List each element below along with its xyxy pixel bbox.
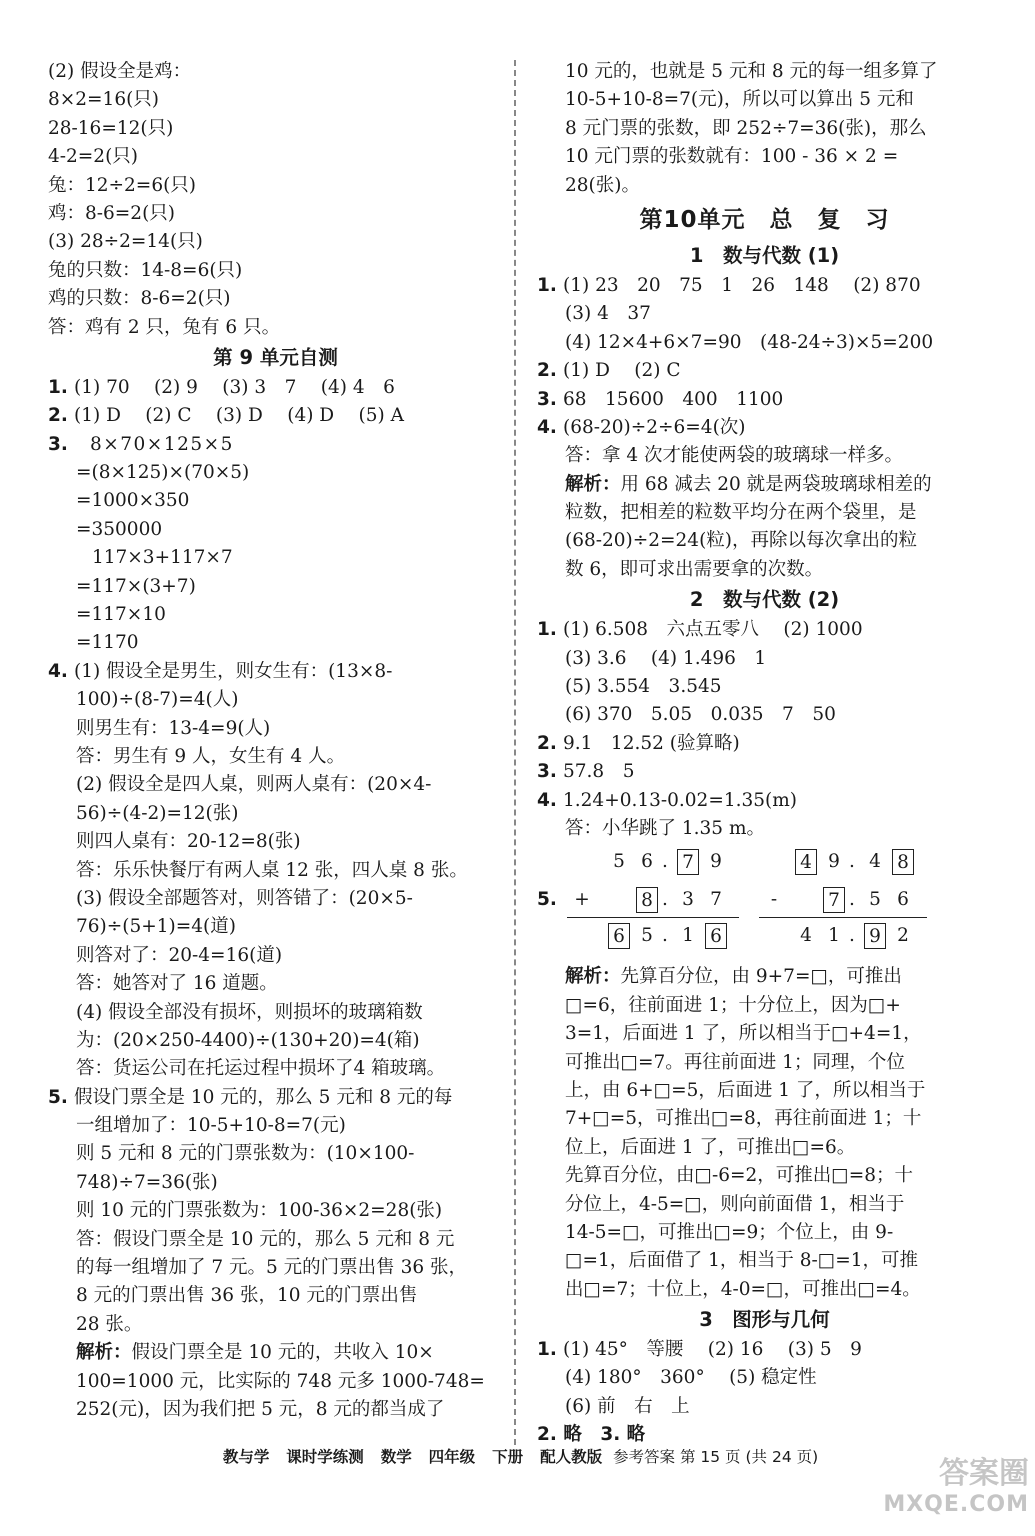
answer-line: 则 10 元的门票张数为：100-36×2=28(张) <box>76 1200 443 1222</box>
question-1 <box>537 1336 992 1364</box>
answer-text: (1) D (2) C <box>563 360 681 382</box>
answer-line: =117×10 <box>76 604 166 626</box>
filled-box: 7 <box>677 849 699 875</box>
text-line: 10 元的，也就是 5 元和 8 元的每一组多算了 <box>565 61 938 82</box>
text-line: 兔：12÷2=6(只) <box>48 174 197 196</box>
section-heading: 第 9 单元自测 <box>213 345 338 369</box>
section-heading: 2 数与代数 (2) <box>689 588 840 612</box>
question-number: 2. <box>48 405 68 427</box>
digit: 9 <box>828 851 840 873</box>
answer-line: 为：(20×250-4400)÷(130+20)=4(箱) <box>76 1029 420 1051</box>
page-number: 第 15 页 (共 24 页) <box>679 1448 819 1466</box>
analysis-line <box>537 963 992 991</box>
answer-line: (2) 假设全是四人桌，则两人桌有：(20×4- <box>76 774 432 796</box>
digit: 7 <box>710 889 722 911</box>
question-4 <box>537 414 992 442</box>
answer-text: (68-20)÷2÷6=4(次) <box>563 416 746 438</box>
digit: 9 <box>710 851 722 873</box>
answer-line: (4) 假设全部没有损坏，则损坏的玻璃箱数 <box>76 1001 423 1023</box>
analysis-label: 解析： <box>565 966 621 988</box>
answer-line: 则男生有：13-4=9(人) <box>76 717 271 739</box>
minus-sign: - <box>770 889 778 911</box>
answer-line: 748)÷7=36(张) <box>76 1171 218 1193</box>
answer-line: 28 张。 <box>76 1313 143 1335</box>
answer-line: 答：货运公司在托运过程中损坏了4 箱玻璃。 <box>76 1058 446 1080</box>
footer-label: 参考答案 <box>613 1448 676 1466</box>
filled-box: 6 <box>608 923 630 949</box>
text-line: (2) 假设全是鸡： <box>48 61 192 82</box>
answer-line: (3) 3.6 (4) 1.496 1 <box>565 647 767 669</box>
text-line: 10 元门票的张数就有：100 - 36 × 2 = <box>565 146 899 168</box>
analysis-label: 解析： <box>565 473 621 495</box>
answer-text: 8×70×125×5 <box>90 433 234 455</box>
question-3 <box>537 386 992 414</box>
answer-text: 57.8 5 <box>563 761 635 783</box>
sum-line <box>567 917 739 918</box>
filled-box: 8 <box>636 887 658 913</box>
answer-text: (1) 45° 等腰 (2) 16 (3) 5 9 <box>563 1339 862 1361</box>
question-2 <box>48 402 503 430</box>
left-column <box>48 58 503 1424</box>
answer-line: 8 元的门票出售 36 张，10 元的门票出售 <box>76 1285 418 1307</box>
answer-text: 9.1 12.52 (验算略) <box>563 732 740 754</box>
analysis-line: 上，由 6+□=5，后面进 1 了，所以相当于 <box>565 1079 926 1101</box>
column-divider <box>514 60 516 1445</box>
text-line: 答：鸡有 2 只，兔有 6 只。 <box>48 316 281 338</box>
question-1 <box>537 272 992 300</box>
analysis-line: 3=1，后面进 1 了，所以相当于□+4=1， <box>565 1023 922 1045</box>
analysis-label: 解析： <box>76 1342 132 1364</box>
digit: 6 <box>641 851 653 873</box>
answer-text: (1) 假设全是男生，则女生有：(13×8- <box>74 660 393 682</box>
watermark-logo <box>859 1448 1029 1528</box>
analysis-text: 用 68 减去 20 就是两袋玻璃球相差的 <box>620 473 932 495</box>
digit: 5 <box>869 889 881 911</box>
digit: . <box>662 851 668 873</box>
question-number: 1. <box>48 376 68 398</box>
answer-text: 假设门票全是 10 元的，那么 5 元和 8 元的每 <box>74 1086 453 1108</box>
analysis-line: 出□=7；十位上，4-0=□，可推出□=4。 <box>565 1278 921 1300</box>
answer-line: 答：乐乐快餐厅有两人桌 12 张，四人桌 8 张。 <box>76 859 468 881</box>
answer-text: 68 15600 400 1100 <box>563 388 784 410</box>
footer-subject: 数学 <box>380 1448 412 1466</box>
filled-box: 4 <box>795 849 817 875</box>
text-line: 8×2=16(只) <box>48 89 160 111</box>
filled-box: 6 <box>705 923 727 949</box>
analysis-line: 数 6，即可求出需要拿的次数。 <box>565 558 824 580</box>
answer-text: (1) D (2) C (3) D (4) D (5) A <box>74 405 404 427</box>
footer-grade: 四年级 <box>428 1448 476 1466</box>
question-number: 1. <box>537 619 557 641</box>
question-2 <box>537 730 992 758</box>
digit: 1 <box>682 925 694 947</box>
analysis-line: □=1，后面借了 1，相当于 8-□=1，可推 <box>565 1250 919 1272</box>
analysis-line: 7+□=5，可推出□=8，再往前面进 1；十 <box>565 1108 922 1130</box>
question-2-3: 2. 略 3. 略 <box>537 1424 646 1446</box>
filled-box: 7 <box>823 887 845 913</box>
digit: 5 <box>641 925 653 947</box>
answer-line: =1000×350 <box>76 490 190 512</box>
analysis-line: 先算百分位，由□-6=2，可推出□=8；十 <box>565 1165 914 1187</box>
question-number: 3. <box>537 388 557 410</box>
text-line: 鸡：8-6=2(只) <box>48 202 175 224</box>
analysis-line: 分位上，4-5=□，则向前面借 1，相当于 <box>565 1193 905 1215</box>
analysis-line <box>537 471 992 499</box>
analysis-line: (68-20)÷2=24(粒)，再除以每次拿出的粒 <box>565 530 918 552</box>
analysis-text: 假设门票全是 10 元的，共收入 10× <box>131 1342 434 1364</box>
answer-line: (3) 4 37 <box>565 303 651 325</box>
analysis-line: 14-5=□，可推出□=9；个位上，由 9- <box>565 1221 894 1243</box>
section-heading: 1 数与代数 (1) <box>689 243 840 267</box>
question-number: 1. <box>537 1339 557 1361</box>
answer-line: =(8×125)×(70×5) <box>76 462 250 484</box>
unit-title: 第10单元 总 复 习 <box>639 206 890 233</box>
answer-text: (1) 6.508 六点五零八 (2) 1000 <box>563 619 863 641</box>
question-number: 3. <box>48 433 68 455</box>
digit: 1 <box>828 925 840 947</box>
answer-line: (4) 12×4+6×7=90 (48-24÷3)×5=200 <box>565 331 934 353</box>
text-line: (3) 28÷2=14(只) <box>48 231 203 253</box>
difference-line <box>759 917 927 918</box>
answer-line: 答：她答对了 16 道题。 <box>76 973 278 995</box>
footer-series: 课时学练测 <box>286 1448 364 1466</box>
question-number: 2. <box>537 360 557 382</box>
footer-term: 下册 <box>492 1448 524 1466</box>
answer-line: 100)÷(8-7)=4(人) <box>76 689 239 711</box>
footer-brand: 教与学 <box>222 1448 270 1466</box>
question-number: 1. <box>537 274 557 296</box>
analysis-text: 先算百分位，由 9+7=□，可推出 <box>620 966 902 988</box>
section-heading: 3 图形与几何 <box>699 1308 830 1332</box>
analysis-line: 粒数，把相差的粒数平均分在两个袋里，是 <box>565 502 917 524</box>
question-number: 4. <box>48 660 68 682</box>
answer-text: (1) 23 20 75 1 26 148 (2) 870 <box>563 274 921 296</box>
question-3 <box>48 431 503 459</box>
digit: 5 <box>613 851 625 873</box>
question-number: 5. <box>537 889 557 911</box>
question-1 <box>537 616 992 644</box>
text-line: 28(张)。 <box>565 174 640 196</box>
filled-box: 9 <box>864 923 886 949</box>
digit: . <box>849 925 855 947</box>
analysis-line: 100=1000 元，比实际的 748 元多 1000-748= <box>76 1370 485 1392</box>
question-2 <box>537 357 992 385</box>
answer-line: (3) 假设全部题答对，则答错了：(20×5- <box>76 887 413 909</box>
answer-line: 答：拿 4 次才能使两袋的玻璃球一样多。 <box>565 445 904 467</box>
text-line: 28-16=12(只) <box>48 117 174 139</box>
question-1 <box>48 374 503 402</box>
digit: 6 <box>897 889 909 911</box>
question-4 <box>48 658 503 686</box>
watermark-text: 答案圈 <box>939 1456 1029 1491</box>
answer-line: (4) 180° 360° (5) 稳定性 <box>565 1367 817 1389</box>
question-number: 4. <box>537 789 557 811</box>
plus-sign: + <box>574 889 590 911</box>
answer-text: 1.24+0.13-0.02=1.35(m) <box>563 789 797 811</box>
analysis-line: 可推出□=7。再往前面进 1；同理，个位 <box>565 1051 905 1073</box>
digit: 3 <box>682 889 694 911</box>
answer-line: 一组增加了：10-5+10-8=7(元) <box>76 1115 346 1137</box>
analysis-line <box>48 1339 503 1367</box>
question-number: 5. <box>48 1086 68 1108</box>
text-line: 鸡的只数：8-6=2(只) <box>48 288 231 310</box>
question-5 <box>48 1084 503 1112</box>
digit: . <box>849 889 855 911</box>
watermark-url: MXQE.COM <box>883 1492 1029 1517</box>
answer-line: =1170 <box>76 632 139 654</box>
digit: 4 <box>869 851 881 873</box>
question-3 <box>537 758 992 786</box>
question-number: 4. <box>537 416 557 438</box>
answer-line: 76)÷(5+1)=4(道) <box>76 916 236 938</box>
answer-line: =350000 <box>76 518 163 540</box>
answer-line: 117×3+117×7 <box>92 547 233 569</box>
answer-line: 则四人桌有：20-12=8(张) <box>76 831 301 853</box>
digit: 2 <box>897 925 909 947</box>
answer-line: 56)÷(4-2)=12(张) <box>76 802 239 824</box>
answer-line: (5) 3.554 3.545 <box>565 676 722 698</box>
text-line: 8 元门票的张数，即 252÷7=36(张)，那么 <box>565 117 927 139</box>
answer-line: (6) 370 5.05 0.035 7 50 <box>565 704 836 726</box>
digit: . <box>662 889 668 911</box>
answer-text: (1) 70 (2) 9 (3) 3 7 (4) 4 6 <box>74 376 395 398</box>
answer-line: 答：男生有 9 人，女生有 4 人。 <box>76 745 346 767</box>
digit: . <box>662 925 668 947</box>
answer-line: 答：假设门票全是 10 元的，那么 5 元和 8 元 <box>76 1228 455 1250</box>
footer-edition: 配人教版 <box>540 1448 603 1466</box>
answer-line: (6) 前 右 上 <box>565 1395 690 1417</box>
analysis-line: □=6，往前面进 1；十分位上，因为□+ <box>565 994 901 1016</box>
question-number: 3. <box>537 761 557 783</box>
answer-line: =117×(3+7) <box>76 575 196 597</box>
question-number: 2. <box>537 732 557 754</box>
digit: 4 <box>800 925 812 947</box>
answer-line: 则 5 元和 8 元的门票张数为：(10×100- <box>76 1143 415 1165</box>
analysis-line: 位上，后面进 1 了，可推出□=6。 <box>565 1136 856 1158</box>
text-line: 10-5+10-8=7(元)，所以可以算出 5 元和 <box>565 89 914 111</box>
answer-line: 的每一组增加了 7 元。5 元的门票出售 36 张， <box>76 1257 467 1279</box>
question-4 <box>537 787 992 815</box>
right-column <box>537 58 992 1450</box>
answer-line: 答：小华跳了 1.35 m。 <box>565 817 765 839</box>
answer-line: 则答对了：20-4=16(道) <box>76 944 283 966</box>
text-line: 4-2=2(只) <box>48 146 138 168</box>
digit: . <box>849 851 855 873</box>
question-5-arithmetic <box>537 843 992 963</box>
text-line: 兔的只数：14-8=6(只) <box>48 259 243 281</box>
filled-box: 8 <box>892 849 914 875</box>
analysis-line: 252(元)，因为我们把 5 元，8 元的都当成了 <box>76 1398 445 1420</box>
